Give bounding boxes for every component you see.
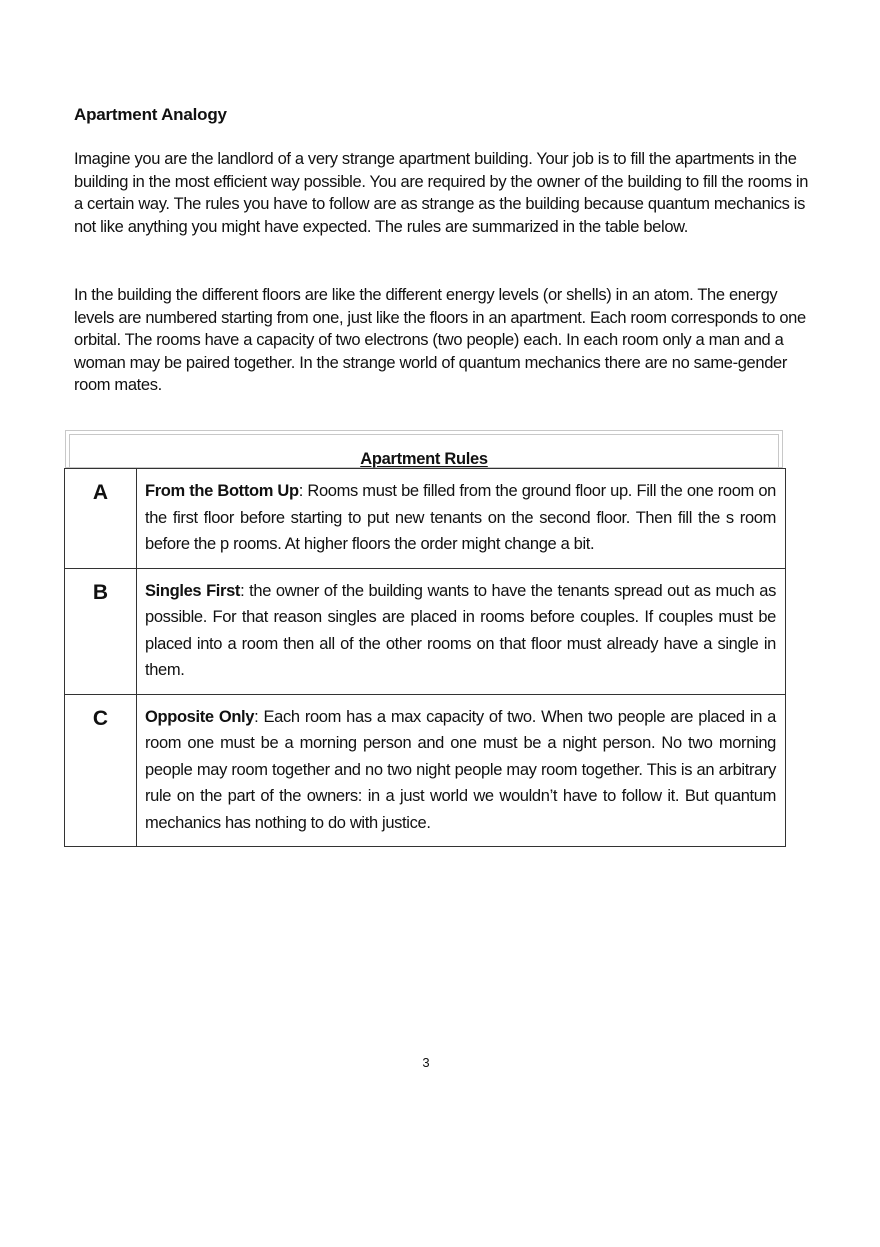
rule-name: Opposite Only — [145, 707, 255, 726]
rule-text: : Each room has a max capacity of two. When two people are placed in a room one must be a morning person and one must be a night person. No two morning people may room together and no two night people may room together. This is an arbitrary rule on the part of the owners: in a just world we wouldn’t have to follow it. But quantum mechanics has nothing to do with justice. — [145, 707, 776, 832]
rules-table-header — [65, 430, 783, 468]
rule-text: : Rooms must be filled from the ground floor up. Fill the one room on the first floor before starting to put new tenants on the second floor. Then fill the s room before the p rooms. At higher floors the order might change a bit. — [145, 482, 777, 553]
section-heading: Apartment Analogy — [74, 105, 227, 124]
rule-description — [137, 568, 786, 694]
page-number: 3 — [422, 1055, 430, 1070]
rule-description — [137, 469, 786, 569]
rule-letter: C — [65, 694, 137, 847]
rule-name: Singles First — [145, 581, 241, 600]
rule-letter: A — [65, 469, 137, 569]
rule-name: From the Bottom Up — [145, 482, 299, 500]
table-row — [65, 469, 786, 569]
table-row — [65, 694, 786, 847]
intro-paragraph: Imagine you are the landlord of a very strange apartment building. Your job is to fill the apartments in the building in the most efficient way possible. You are required by the owner of the building to fill the rooms in a certain way. The rules you have to follow are as strange as the building because quantum mechanics is not like anything you might have expected. The rules are summarized in the table below. — [74, 150, 809, 236]
rules-table — [64, 468, 786, 847]
rules-table-title: Apartment Rules — [360, 450, 488, 468]
table-row — [65, 568, 786, 694]
rule-letter: B — [65, 568, 137, 694]
rule-description — [137, 694, 786, 847]
rule-text: : the owner of the building wants to have the tenants spread out as much as possible. For that reason singles are placed in rooms before couples. If couples must be placed into a room then all of the other rooms on that floor must already have a single in them. — [145, 581, 776, 679]
building-analogy-paragraph: In the building the different floors are like the different energy levels (or shells) in an atom. The energy levels are numbered starting from one, just like the floors in an apartment. Each room corresponds to one orbital. The rooms have a capacity of two electrons (two people) each. In each room only a man and a woman may be paired together. In the strange world of quantum mechanics there are no same-gender room mates. — [74, 286, 806, 395]
